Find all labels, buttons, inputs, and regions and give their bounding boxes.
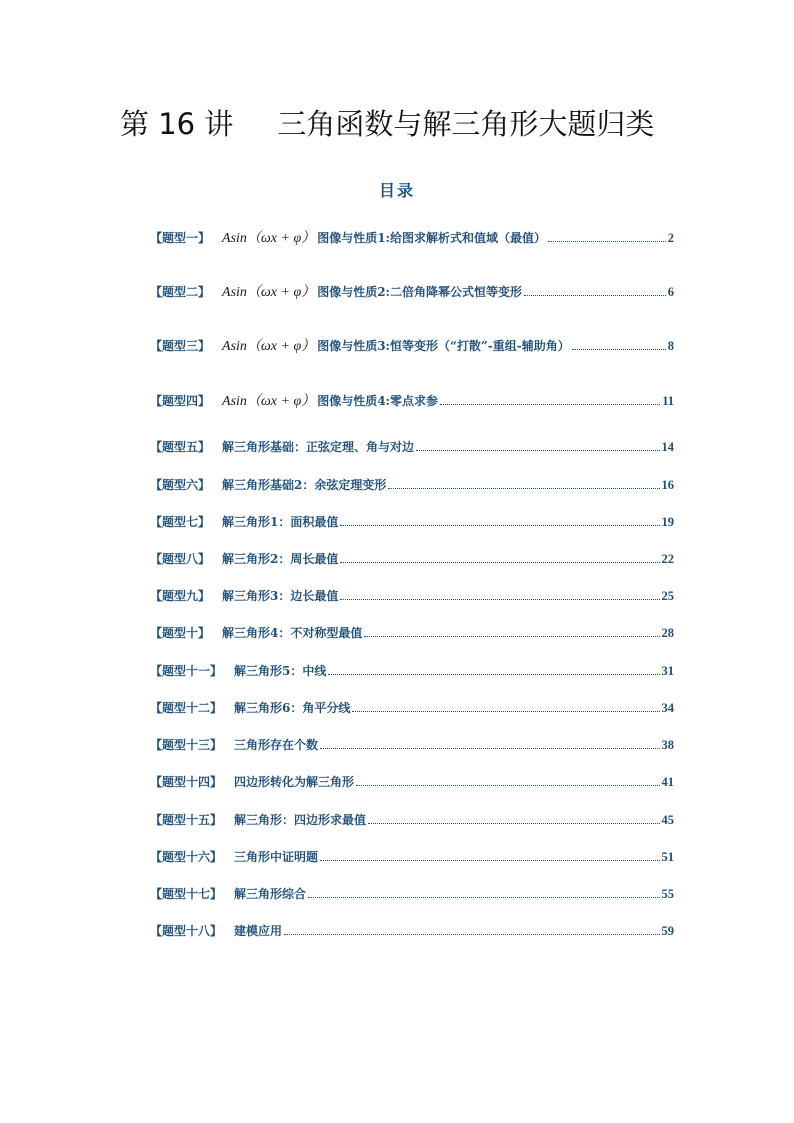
toc-entry-leader [328,674,659,675]
toc-entry-page: 22 [661,552,674,566]
toc-entry[interactable] [150,438,674,458]
toc-entry-page: 59 [661,924,674,938]
toc-entry-leader [340,525,659,526]
toc-entry-formula: Asin（ωx + φ） [222,285,316,300]
toc-entry-page: 51 [661,850,674,864]
toc-entry[interactable] [150,476,674,496]
toc-entry-tag: 【题型三】 [150,339,211,353]
toc-entry-label: 图像与性质1:给图求解析式和值域（最值） [317,231,546,245]
toc-entry-tag: 【题型一】 [150,231,211,245]
toc-entry-page: 11 [662,394,674,408]
toc-entry[interactable] [150,587,674,607]
toc-entry-tag: 【题型七】 [150,515,211,529]
toc-entry[interactable] [150,390,674,410]
toc-entry-tag: 【题型四】 [150,394,211,408]
lecture-number: 第 16 讲 [120,107,234,141]
toc-entry-tag: 【题型十三】 [150,738,223,752]
toc-entry-page: 31 [661,664,674,678]
toc-entry-leader [416,450,659,451]
toc-entry-leader [320,748,659,749]
toc-entry-leader [364,636,659,637]
toc-entry-leader [368,823,659,824]
toc-entry-page: 19 [661,515,674,529]
toc-entry[interactable] [150,736,674,756]
toc-entry[interactable] [150,773,674,793]
toc-entry-tag: 【题型六】 [150,478,211,492]
toc-entry-leader [352,711,659,712]
toc-entry-page: 55 [661,887,674,901]
toc-entry-label: 解三角形5：中线 [234,664,327,678]
toc-entry[interactable] [150,885,674,905]
toc-entry[interactable] [150,227,674,247]
toc-entry-leader [548,241,666,242]
toc-entry-label: 解三角形基础：正弦定理、角与对边 [222,440,415,454]
toc-entry-label: 解三角形1：面积最值 [222,515,339,529]
toc-entry-page: 34 [661,701,674,715]
toc-entry-page: 41 [661,775,674,789]
toc-entry[interactable] [150,550,674,570]
toc-entry[interactable] [150,848,674,868]
toc-entry-tag: 【题型十七】 [150,887,223,901]
toc-entry[interactable] [150,662,674,682]
toc-entry-tag: 【题型十一】 [150,664,223,678]
toc-entry-tag: 【题型九】 [150,589,211,603]
toc-entry[interactable] [150,699,674,719]
toc-entry-tag: 【题型十二】 [150,701,223,715]
toc-entry-tag: 【题型八】 [150,552,211,566]
toc-entry-leader [340,599,659,600]
page-title [120,103,680,145]
toc-entry-leader [284,934,659,935]
toc-entry-label: 图像与性质4:零点求参 [317,394,438,408]
toc-entry-tag: 【题型十四】 [150,775,223,789]
toc-entry-label: 三角形存在个数 [234,738,319,752]
toc-entry-label: 图像与性质3:恒等变形（“打散”-重组-辅助角） [317,339,570,353]
toc-entry[interactable] [150,335,674,355]
toc-entry-page: 6 [667,285,674,299]
toc-entry[interactable] [150,281,674,301]
toc-entry-label: 四边形转化为解三角形 [234,775,355,789]
toc-entry-label: 建模应用 [234,924,283,938]
toc-entry-leader [572,349,666,350]
toc-entry-label: 图像与性质2:二倍角降幂公式恒等变形 [317,285,522,299]
toc-entry[interactable] [150,513,674,533]
toc-entry-tag: 【题型十八】 [150,924,223,938]
toc-entry-formula: Asin（ωx + φ） [222,339,316,354]
toc-entry-label: 解三角形基础2：余弦定理变形 [222,478,387,492]
toc-entry-tag: 【题型十六】 [150,850,223,864]
toc-entry-formula: Asin（ωx + φ） [222,394,316,409]
toc-entry-tag: 【题型五】 [150,440,211,454]
toc-entry-tag: 【题型十五】 [150,813,223,827]
toc-entry-label: 三角形中证明题 [234,850,319,864]
toc-entry-tag: 【题型十】 [150,626,211,640]
toc-entry-page: 8 [667,339,674,353]
toc-entry-leader [440,404,660,405]
toc-entry-leader [308,897,659,898]
toc-entry-formula: Asin（ωx + φ） [222,231,316,246]
toc-entry-tag: 【题型二】 [150,285,211,299]
toc-entry-leader [388,488,659,489]
toc-entry-label: 解三角形3：边长最值 [222,589,339,603]
toc-entry[interactable] [150,922,674,942]
toc-heading: 目录 [378,181,415,200]
toc-entry[interactable] [150,624,674,644]
toc-entry-page: 45 [661,813,674,827]
toc-entry-label: 解三角形4：不对称型最值 [222,626,363,640]
toc-entry-page: 2 [667,231,674,245]
toc-entry-leader [356,785,659,786]
toc-entry[interactable] [150,811,674,831]
toc-entry-leader [340,562,659,563]
toc-entry-page: 28 [661,626,674,640]
lecture-topic: 三角函数与解三角形大题归类 [277,107,655,141]
toc-entry-label: 解三角形：四边形求最值 [234,813,367,827]
toc-entry-leader [524,295,666,296]
toc-entry-page: 14 [661,440,674,454]
toc-entry-label: 解三角形2：周长最值 [222,552,339,566]
toc-entry-label: 解三角形6：角平分线 [234,701,351,715]
toc-entry-leader [320,860,659,861]
toc-entry-page: 38 [661,738,674,752]
toc-entry-label: 解三角形综合 [234,887,307,901]
toc-entry-page: 25 [661,589,674,603]
toc-entry-page: 16 [661,478,674,492]
